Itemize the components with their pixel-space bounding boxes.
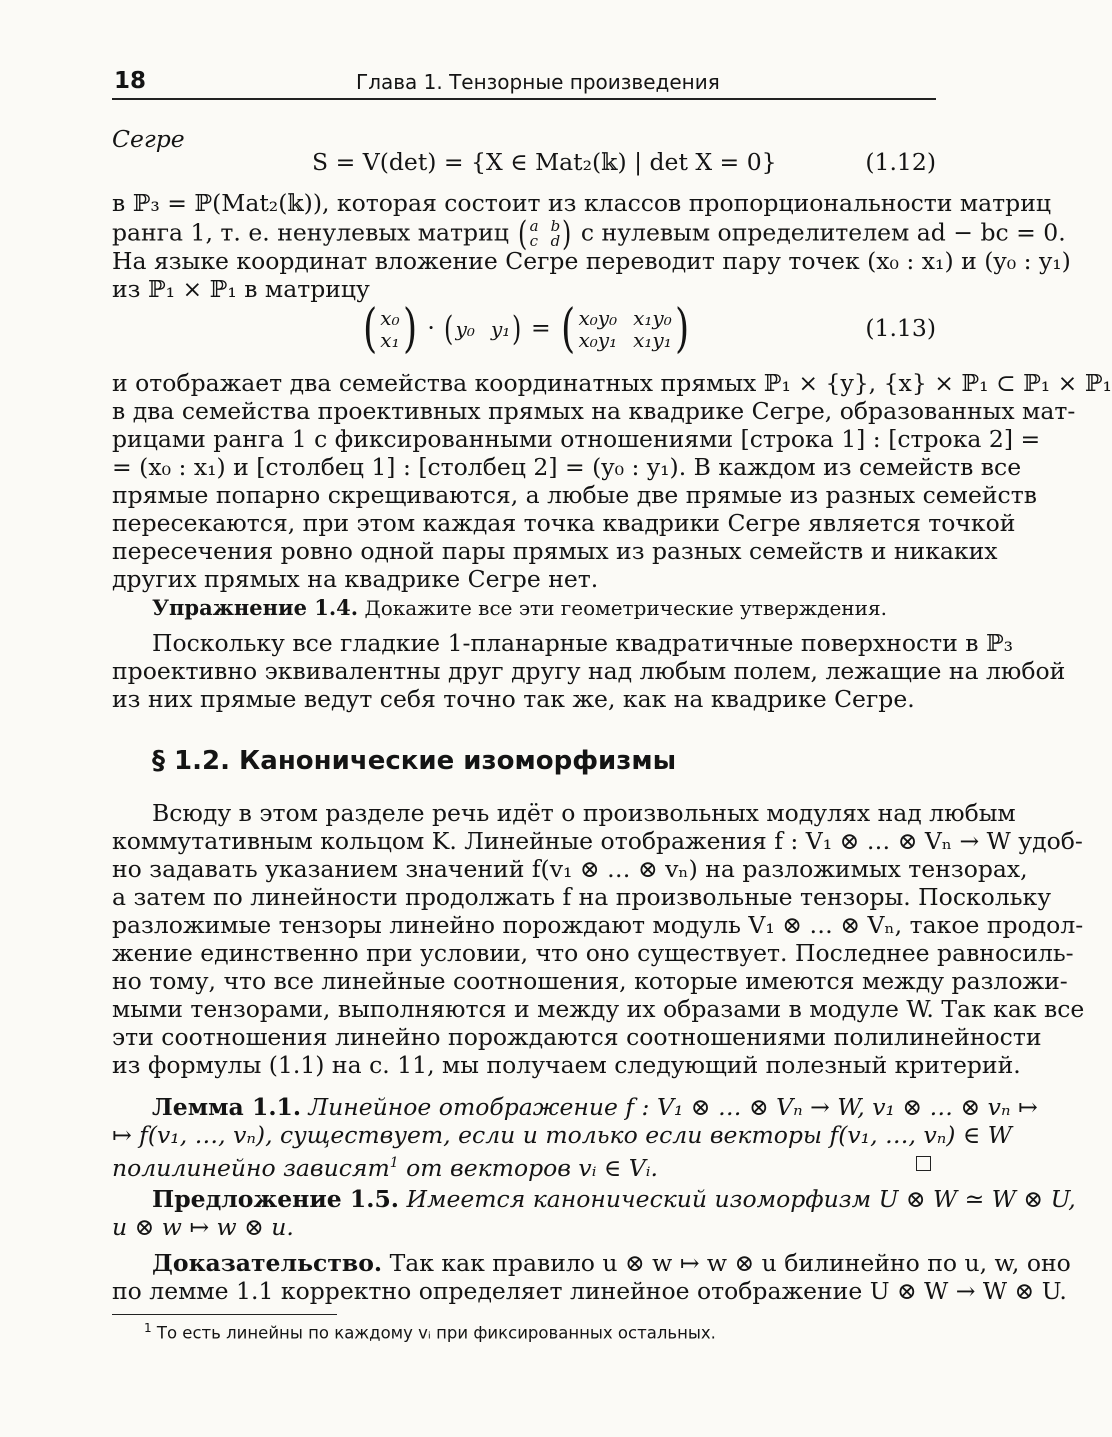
vector-entry: y₀: [455, 317, 475, 341]
footnote: [144, 1321, 716, 1343]
equals-sign: =: [531, 313, 551, 342]
footnote-ref[interactable]: 1: [389, 1155, 399, 1171]
matrix-entry: c: [529, 232, 539, 250]
left-paren: (: [518, 214, 528, 254]
column-vector: [360, 299, 420, 359]
matrix-entry: x₁y₀: [633, 306, 672, 330]
footnote-mark: 1: [144, 1321, 152, 1335]
paragraph-2-line-3: рицами ранга 1 с фиксированными отношениями [строка 1] : [строка 2] =: [112, 425, 1041, 453]
section-title: § 1.2. Канонические изоморфизмы: [152, 746, 677, 776]
page-number: 18: [114, 68, 147, 94]
paragraph-4-line-10: из формулы (1.1) на с. 11, мы получаем следующий полезный критерий.: [112, 1051, 1021, 1079]
paragraph-1-line-4: из ℙ₁ × ℙ₁ в матрицу: [112, 275, 370, 303]
row-vector: [442, 309, 523, 349]
paragraph-2-line-4: = (x₀ : x₁) и [столбец 1] : [столбец 2] = (y₀ : y₁). В каждом из семейств все: [112, 453, 1022, 481]
paragraph-4-line-5: разложимые тензоры линейно порождают модуль V₁ ⊗ … ⊗ Vₙ, такое продол-: [112, 911, 1084, 939]
lemma-text-3a: полилинейно зависят: [112, 1153, 390, 1182]
dot-operator: ·: [427, 313, 435, 342]
paragraph-1-line-2-start: ранга 1, т. е. ненулевых матриц: [112, 218, 509, 247]
left-paren: (: [363, 299, 378, 359]
proposition-1-5-line-2: u ⊗ w ↦ w ⊗ u.: [112, 1213, 294, 1241]
paragraph-4-line-8: мыми тензорами, выполняются и между их образами в модуле W. Так как все: [112, 995, 1085, 1023]
proof-line-2: по лемме 1.1 корректно определяет линейное отображение U ⊗ W → W ⊗ U.: [112, 1277, 1067, 1305]
equation-1-12: S = V(det) = {X ∈ Mat₂(𝕜) | det X = 0}: [312, 148, 777, 176]
qed-square-icon: [916, 1156, 931, 1171]
lemma-1-1-line-3: [112, 1150, 936, 1182]
footnote-divider: [112, 1314, 337, 1315]
paragraph-4-line-6: жение единственно при условии, что оно существует. Последнее равносиль-: [112, 939, 1074, 967]
equation-number-1-12: (1.12): [865, 148, 936, 176]
lemma-label: Лемма 1.1.: [152, 1093, 302, 1121]
paragraph-1-line-2: [112, 214, 1066, 254]
exercise-text: Докажите все эти геометрические утверждения.: [364, 596, 887, 620]
paragraph-4-line-9: эти соотношения линейно порождаются соотношениями полилинейности: [112, 1023, 1042, 1051]
matrix-entry: d: [550, 232, 561, 250]
matrix-abcd: [530, 219, 561, 249]
proposition-1-5-line-1: [152, 1185, 1076, 1213]
matrix-entry: a: [529, 217, 539, 235]
paragraph-4-line-4: а затем по линейности продолжать f на произвольные тензоры. Поскольку: [112, 883, 1052, 911]
paragraph-3-line-2: проективно эквивалентны друг другу над любым полем, лежащие на любой: [112, 657, 1066, 685]
vector-entry: y₁: [490, 317, 511, 341]
paragraph-4-line-1: Всюду в этом разделе речь идёт о произвольных модулях над любым: [152, 799, 1016, 827]
paragraph-4-line-2: коммутативным кольцом K. Линейные отображения f : V₁ ⊗ … ⊗ Vₙ → W удоб-: [112, 827, 1083, 855]
paragraph-3-line-3: из них прямые ведут себя точно так же, как на квадрике Сегре.: [112, 685, 915, 713]
equation-number-1-13: (1.13): [865, 314, 936, 342]
vector-entry: x₁: [380, 328, 400, 352]
paragraph-2-line-5: прямые попарно скрещиваются, а любые две прямые из разных семейств: [112, 481, 1037, 509]
page-header: [112, 64, 936, 100]
lemma-text-3b: от векторов vᵢ ∈ Vᵢ.: [398, 1153, 658, 1182]
segre-label: Сегре: [112, 125, 185, 153]
lemma-1-1-line-2: ↦ f(v₁, …, vₙ), существует, если и только если векторы f(v₁, …, vₙ) ∈ W: [112, 1121, 1012, 1149]
paragraph-2-line-1: и отображает два семейства координатных прямых ℙ₁ × {y}, {x} × ℙ₁ ⊂ ℙ₁ × ℙ₁: [112, 369, 1112, 397]
right-paren: ): [512, 309, 522, 349]
left-paren: (: [561, 299, 576, 359]
matrix-entry: x₀y₁: [578, 328, 618, 352]
result-matrix: [558, 299, 692, 359]
proof-line-1: [152, 1249, 1071, 1277]
paragraph-2-line-6: пересекаются, при этом каждая точка квадрики Сегре является точкой: [112, 509, 1016, 537]
running-head: Глава 1. Тензорные произведения: [356, 70, 720, 94]
exercise-label: Упражнение 1.4.: [152, 595, 359, 620]
proposition-label: Предложение 1.5.: [152, 1185, 399, 1213]
vector-entry: x₀: [380, 306, 400, 330]
paragraph-2-line-8: других прямых на квадрике Сегре нет.: [112, 565, 599, 593]
right-paren: ): [402, 299, 417, 359]
matrix-entry: b: [550, 217, 561, 235]
matrix-entry: x₀y₀: [578, 306, 618, 330]
left-paren: (: [444, 309, 454, 349]
matrix-entry: x₁y₁: [633, 328, 672, 352]
right-paren: ): [562, 214, 572, 254]
lemma-text-1: Линейное отображение f : V₁ ⊗ … ⊗ Vₙ → W, v₁ ⊗ … ⊗ vₙ ↦: [308, 1093, 1038, 1121]
paragraph-2-line-7: пересечения ровно одной пары прямых из разных семейств и никаких: [112, 537, 998, 565]
footnote-text: То есть линейны по каждому vᵢ при фиксированных остальных.: [156, 1323, 716, 1343]
lemma-1-1-line-1: [152, 1093, 1038, 1121]
proof-label: Доказательство.: [152, 1249, 383, 1277]
proposition-text-1: Имеется канонический изоморфизм U ⊗ W ≃ W ⊗ U,: [406, 1185, 1076, 1213]
proof-text-1: Так как правило u ⊗ w ↦ w ⊗ u билинейно по u, w, оно: [389, 1249, 1071, 1277]
exercise-1-4: [152, 595, 887, 620]
right-paren: ): [674, 299, 690, 359]
paragraph-4-line-7: но тому, что все линейные соотношения, которые имеются между разложи-: [112, 967, 1068, 995]
paragraph-3-line-1: Поскольку все гладкие 1-планарные квадратичные поверхности в ℙ₃: [152, 629, 1014, 657]
paragraph-1-line-2-end: с нулевым определителем ad − bc = 0.: [580, 218, 1066, 247]
equation-1-13: [360, 299, 692, 359]
paragraph-4-line-3: но задавать указанием значений f(v₁ ⊗ … ⊗ vₙ) на разложимых тензорах,: [112, 855, 1028, 883]
paragraph-1-line-1: в ℙ₃ = ℙ(Mat₂(𝕜)), которая состоит из классов пропорциональности матриц: [112, 189, 1052, 217]
paragraph-1-line-3: На языке координат вложение Сегре переводит пару точек (x₀ : x₁) и (y₀ : y₁): [112, 247, 1071, 275]
paragraph-2-line-2: в два семейства проективных прямых на квадрике Сегре, образованных мат-: [112, 397, 1076, 425]
